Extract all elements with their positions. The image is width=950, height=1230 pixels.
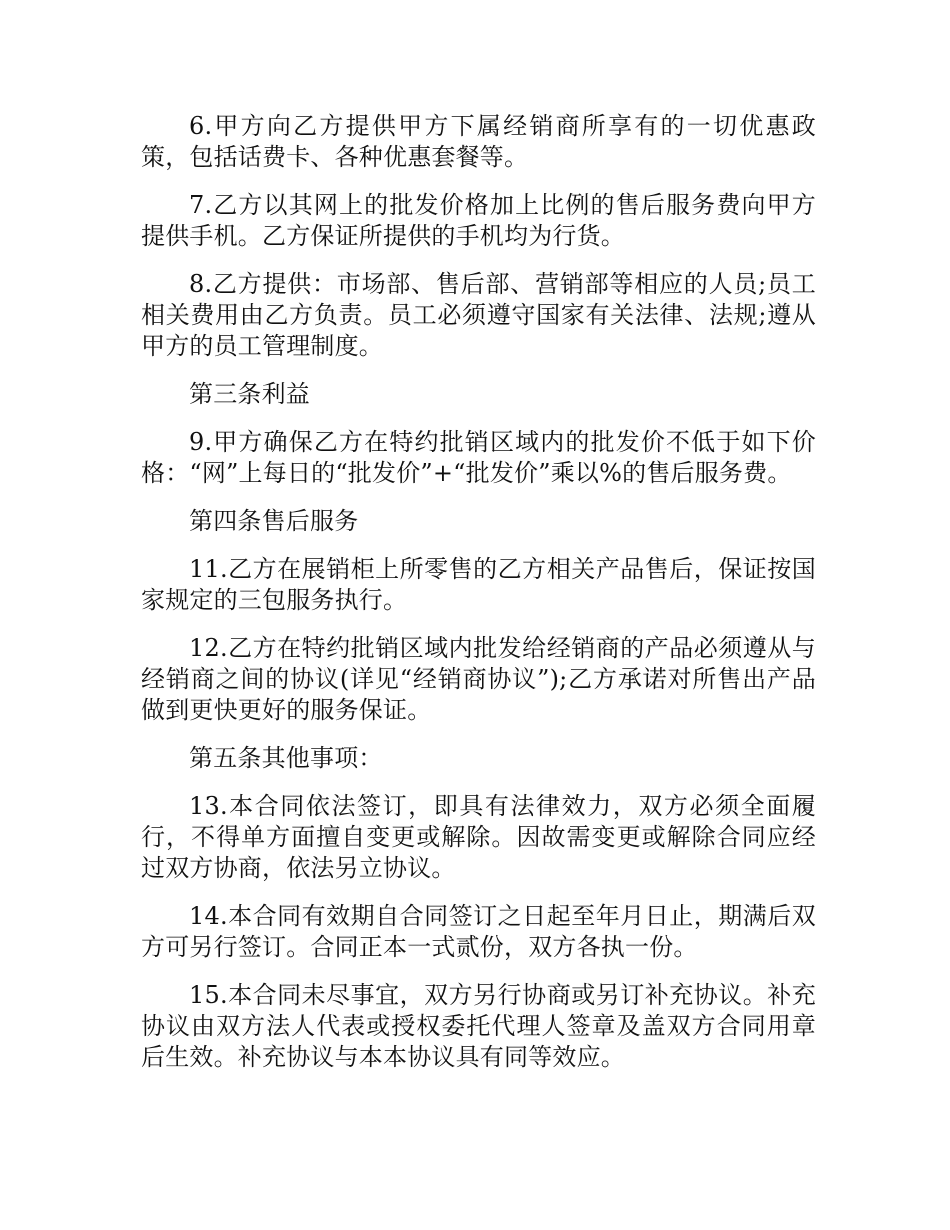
document-body: [141, 111, 816, 1090]
clause-9: 9.甲方确保乙方在特约批销区域内的批发价不低于如下价格：“网”上每日的“批发价”+“批发价”乘以%的售后服务费。: [141, 428, 816, 487]
clause-6: 6.甲方向乙方提供甲方下属经销商所享有的一切优惠政策，包括话费卡、各种优惠套餐等。: [141, 112, 816, 171]
clause-7: 7.乙方以其网上的批发价格加上比例的售后服务费向甲方提供手机。乙方保证所提供的手机均为行货。: [141, 191, 816, 250]
section-heading-article-4: 第四条售后服务: [189, 507, 359, 535]
section-heading-article-3: 第三条利益: [189, 380, 310, 408]
clause-14: 14.本合同有效期自合同签订之日起至年月日止，期满后双方可另行签订。合同正本一式贰份，双方各执一份。: [141, 902, 816, 961]
clause-11: 11.乙方在展销柜上所零售的乙方相关产品售后，保证按国家规定的三包服务执行。: [141, 555, 816, 614]
clause-15: 15.本合同未尽事宜，双方另行协商或另订补充协议。补充协议由双方法人代表或授权委托代理人签章及盖双方合同用章后生效。补充协议与本本协议具有同等效应。: [141, 981, 816, 1071]
clause-12: 12.乙方在特约批销区域内批发给经销商的产品必须遵从与经销商之间的协议(详见“经销商协议”);乙方承诺对所售出产品做到更快更好的服务保证。: [141, 634, 816, 724]
clause-13: 13.本合同依法签订，即具有法律效力，双方必须全面履行，不得单方面擅自变更或解除。因故需变更或解除合同应经过双方协商，依法另立协议。: [141, 792, 816, 882]
section-heading-article-5: 第五条其他事项：: [189, 744, 383, 772]
clause-8: 8.乙方提供：市场部、售后部、营销部等相应的人员;员工相关费用由乙方负责。员工必须遵守国家有关法律、法规;遵从甲方的员工管理制度。: [141, 270, 816, 360]
